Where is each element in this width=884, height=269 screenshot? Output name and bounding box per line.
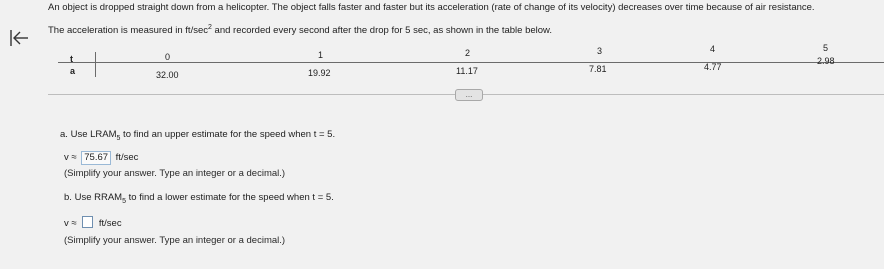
problem-text-line-1: An object is dropped straight down from a helicopter. The object falls faster and faster but its acceleration (rate of change of its velocity) decreases over time because of air resistance. [48,2,815,13]
back-arrow-icon [9,28,29,48]
a-cell: 32.00 [156,70,179,80]
data-table [58,42,884,80]
part-a-question: a. Use $LRAM_5$ to find an upper estimate for the speed when t = 5. [60,129,336,142]
part-b-question: b. Use $RRAM_5$ to find a lower estimate for the speed when t = 5. [64,192,334,205]
part-a-answer-field[interactable]: 75.67 [81,151,111,165]
a-cell: 11.17 [456,66,478,76]
part-b-answer-line: v ≈ ft/sec [64,218,122,229]
table-column-divider [95,52,96,77]
t-cell: 2 [465,48,471,58]
a-cell: 7.81 [589,64,607,74]
a-cell: 19.92 [308,68,331,78]
row-label-a: a [70,66,76,76]
t-cell: 0 [165,52,171,62]
part-b-hint: (Simplify your answer. Type an integer or a decimal.) [64,235,286,246]
t-cell: 1 [318,50,324,60]
table-row-divider [58,62,884,63]
a-cell: 4.77 [704,62,722,72]
problem-text-line-2: The acceleration is measured in $ft/\sec^2$ and recorded every second after the drop for 5 sec, as shown in the table below. [48,24,552,37]
part-b-answer-field[interactable] [82,216,93,228]
more-button[interactable]: ... [455,89,483,101]
t-cell: 5 [823,43,829,53]
a-cell: 2.98 [817,56,835,66]
row-label-t: t [70,54,73,64]
back-arrow-button[interactable] [8,27,30,49]
part-a-hint: (Simplify your answer. Type an integer or a decimal.) [64,168,286,179]
t-cell: 3 [597,46,603,56]
t-cell: 4 [710,44,716,54]
part-a-answer-line: v ≈ 75.67 ft/sec [64,152,139,163]
